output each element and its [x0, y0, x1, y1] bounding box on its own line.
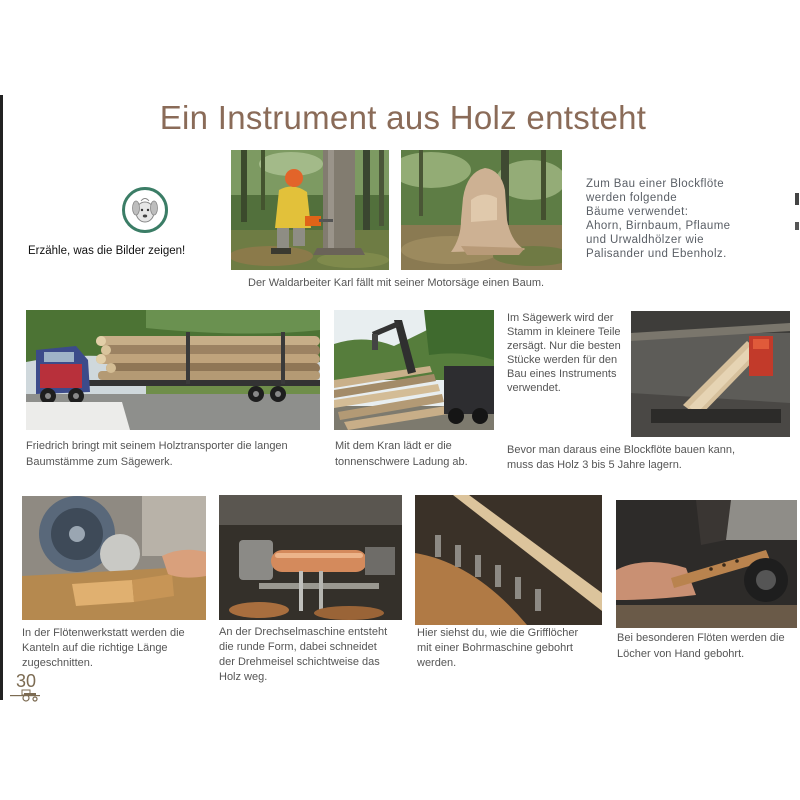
tractor-icon	[8, 688, 42, 702]
red-machine-part	[753, 339, 769, 349]
tractor-wheel	[33, 697, 37, 701]
wood-cylinder-part	[275, 553, 363, 558]
tree-trunk-part	[328, 150, 334, 248]
photo-tree-felling	[231, 150, 389, 270]
tailstock	[365, 547, 395, 575]
mascot-face-part	[151, 201, 158, 215]
saw-bed	[651, 409, 781, 423]
mascot-face-part	[133, 201, 140, 215]
crane-part	[372, 334, 378, 350]
photo-drilling-machine-image	[415, 495, 602, 625]
chainsaw-part	[319, 219, 333, 222]
logs-part	[96, 354, 106, 364]
tree-trunk-part	[323, 150, 355, 248]
info-line: Palisander und Ebenholz.	[586, 248, 727, 260]
logs	[96, 336, 320, 380]
caption-line: tonnenschwere Ladung ab.	[335, 456, 468, 468]
scan-edge	[0, 95, 3, 700]
caption-line: Löcher von Hand gebohrt.	[617, 648, 745, 660]
photo-tree-felling-image	[231, 150, 389, 270]
info-line: Zum Bau einer Blockflöte	[586, 178, 725, 190]
mascot-face-part	[143, 215, 147, 218]
caption-cutting	[22, 626, 185, 671]
logs-part	[96, 336, 320, 346]
caption-line: verwendet.	[507, 382, 561, 394]
caption-line: Bei besonderen Flöten werden die	[617, 632, 785, 644]
caption-drilling	[417, 626, 578, 671]
tree-trunk-part	[313, 248, 365, 255]
tractor-icon-graphic	[8, 688, 42, 702]
caption-line: Stücke werden für den	[507, 354, 618, 366]
caption-line: Stamm in kleinere Teile	[507, 326, 621, 338]
mascot-face-part	[141, 209, 143, 211]
truck-part	[444, 366, 494, 414]
flute-part	[735, 559, 739, 563]
lathe-chuck	[239, 540, 273, 580]
caption-line: Kanteln auf die richtige Länge	[22, 642, 168, 654]
page-title: Ein Instrument aus Holz entsteht	[159, 99, 647, 136]
drill-bits-part	[495, 565, 501, 587]
mascot-icon-graphic	[121, 186, 169, 234]
caption-line: Mit dem Kran lädt er die	[335, 440, 452, 452]
forest-worker-part	[277, 228, 289, 250]
photo-crane-unloading-image	[334, 310, 494, 430]
logs-part	[96, 336, 106, 346]
caption-turning	[219, 625, 387, 685]
photo-log-truck-image	[26, 310, 320, 430]
trailer-part	[275, 391, 281, 397]
logs-part	[101, 345, 111, 355]
info-line: Bäume verwendet:	[586, 206, 689, 218]
forest-worker-part	[271, 248, 291, 254]
work-bench	[616, 605, 797, 628]
caption-line: Der Waldarbeiter Karl fällt mit seiner Motorsäge einen Baum.	[248, 277, 545, 289]
truck-cab-part	[45, 393, 51, 399]
forest-background-part	[363, 150, 370, 232]
wood-cylinder	[271, 550, 367, 572]
forest-background-part	[261, 150, 265, 210]
photo-log-truck	[26, 310, 320, 430]
saw-machine-part	[100, 534, 140, 574]
caption-line: Baumstämme zum Sägewerk.	[26, 456, 173, 468]
forest-worker-part	[293, 228, 305, 246]
logs-part	[106, 363, 116, 373]
forest-background-part	[241, 150, 247, 222]
photo-hand-drilling-image	[616, 500, 797, 628]
flute-part	[709, 567, 713, 571]
caption-line: An der Drechselmaschine entsteht	[219, 626, 388, 638]
logs-part	[98, 371, 320, 380]
trees-part	[146, 310, 320, 334]
trailer-part	[253, 391, 259, 397]
flute-part	[722, 563, 726, 567]
caption-crane	[335, 438, 468, 470]
trees-part	[424, 310, 494, 360]
workshop-wall	[142, 496, 206, 556]
photo-lathe-image	[219, 495, 402, 620]
forest-background-part	[541, 150, 546, 220]
caption-line: mit einer Bohrmaschine gebohrt	[417, 642, 573, 654]
trailer-part	[186, 332, 190, 384]
forest-background-part	[379, 150, 384, 226]
truck-cab-part	[73, 393, 79, 399]
turning-tools-part	[299, 571, 303, 611]
info-line: werden folgende	[586, 192, 678, 204]
caption-line: Friedrich bringt mit seinem Holztransporter die langen	[26, 440, 288, 452]
saw-machine-part	[69, 526, 85, 542]
drill-bits-part	[475, 555, 481, 577]
photo-cutting-blanks-image	[22, 496, 206, 620]
caption-line: die runde Form, dabei schneidet	[219, 641, 377, 653]
forest-background-part	[419, 150, 423, 216]
logs-part	[96, 354, 320, 364]
turning-tools-part	[319, 571, 323, 615]
photo-sawmill	[631, 311, 790, 437]
forest-worker-part	[285, 169, 303, 187]
hand	[162, 550, 206, 578]
scan-mark	[795, 193, 799, 205]
caption-line: Bau eines Instruments	[507, 368, 617, 380]
ground	[231, 230, 389, 270]
picture-prompt: Erzähle, was die Bilder zeigen!	[28, 245, 186, 257]
caption-line: In der Flötenwerkstatt werden die	[22, 627, 185, 639]
mascot-face-part	[147, 209, 149, 211]
chainsaw-part	[305, 216, 321, 226]
caption-line: der Drehmeisel schichtweise das	[219, 656, 380, 668]
caption-line: zersägt. Nur die besten	[507, 340, 621, 352]
photo-hand-drilling	[616, 500, 797, 628]
photo-tree-stump	[401, 150, 562, 270]
wood-shavings-part	[229, 602, 289, 618]
wood-blanks-part	[72, 580, 134, 606]
info-line: und Urwaldhölzer wie	[586, 234, 704, 246]
concrete-slab	[26, 402, 130, 430]
photo-tree-stump-image	[401, 150, 562, 270]
scan-mark	[795, 222, 799, 230]
caption-line: Bevor man daraus eine Blockflöte bauen kann,	[507, 444, 736, 456]
photo-crane-unloading	[334, 310, 494, 430]
caption-transport	[26, 438, 288, 470]
caption-sawmill	[507, 311, 621, 395]
caption-line: Holz weg.	[219, 671, 268, 683]
drill-bits-part	[455, 545, 461, 567]
caption-felling	[248, 275, 544, 291]
caption-hand-drilling	[617, 630, 785, 662]
photo-lathe	[219, 495, 402, 620]
caption-line: Hier siehst du, wie die Grifflöcher	[417, 627, 579, 639]
info-line: Ahorn, Birnbaum, Pflaume	[586, 220, 731, 232]
workshop-back	[726, 500, 797, 540]
mascot-icon	[121, 186, 169, 234]
carved-stump-part	[471, 194, 497, 222]
wood-types-info	[586, 177, 730, 261]
caption-line: zugeschnitten.	[22, 657, 93, 669]
truck-part	[448, 408, 464, 424]
drill-bits-part	[435, 535, 441, 557]
red-machine	[749, 336, 773, 376]
photo-drilling-machine	[415, 495, 602, 625]
truck-part	[472, 408, 488, 424]
photo-cutting-blanks	[22, 496, 206, 620]
drill-bits-part	[535, 589, 541, 611]
wood-shavings-part	[314, 606, 384, 620]
caption-line: Im Sägewerk wird der	[507, 312, 614, 324]
caption-line: werden.	[417, 657, 457, 669]
page-number: 30	[16, 671, 37, 691]
truck-cab-part	[40, 364, 82, 388]
arm	[696, 500, 731, 545]
drill-bits-part	[515, 577, 521, 599]
truck-cab-part	[44, 352, 74, 362]
drill-machine-part	[756, 570, 776, 590]
caption-line: muss das Holz 3 bis 5 Jahre lagern.	[507, 459, 682, 471]
photo-sawmill-image	[631, 311, 790, 437]
trailer-part	[281, 332, 285, 384]
drill-machine	[744, 558, 788, 602]
caption-storage	[507, 443, 735, 473]
workshop-back	[219, 495, 402, 525]
